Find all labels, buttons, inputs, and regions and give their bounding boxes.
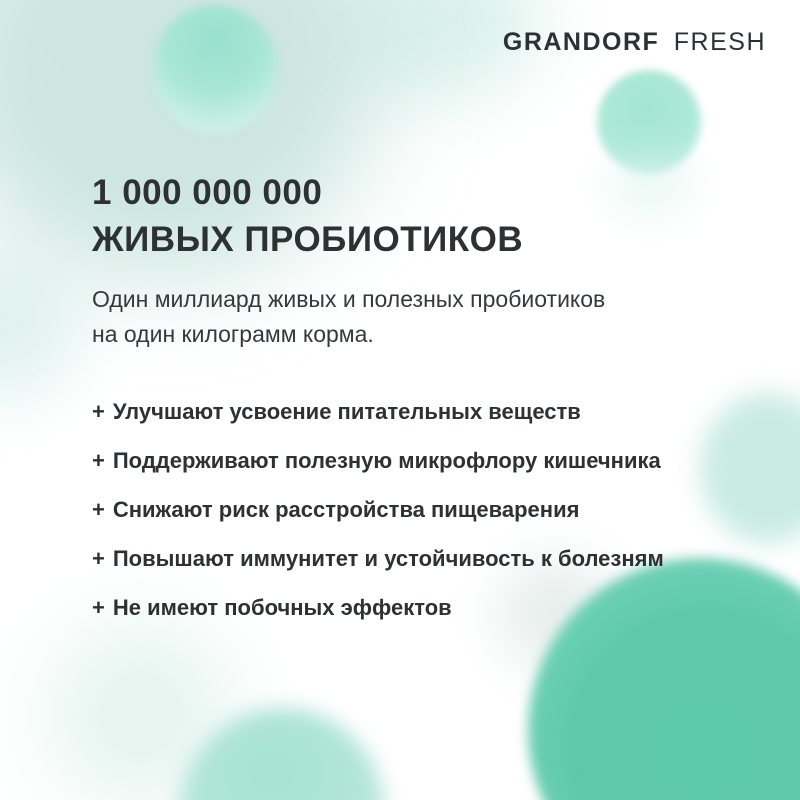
- bg-blob-right-middle: [700, 393, 800, 543]
- headline-line2: ЖИВЫХ ПРОБИОТИКОВ: [92, 220, 524, 259]
- plus-marker-icon: +: [92, 497, 105, 522]
- benefit-item: [92, 449, 664, 472]
- benefit-text: Повышают иммунитет и устойчивость к болезням: [112, 546, 664, 571]
- benefit-text: Снижают риск расстройства пищеварения: [112, 497, 580, 522]
- benefits-list: [92, 400, 664, 645]
- benefit-text: Улучшают усвоение питательных веществ: [112, 399, 581, 424]
- plus-marker-icon: +: [92, 546, 105, 571]
- brand-name-secondary: FRESH: [673, 28, 766, 56]
- bg-haze-under-top-right: [608, 152, 692, 214]
- benefit-item: [92, 498, 664, 521]
- brand-name-primary: GRANDORF: [502, 28, 660, 56]
- brand-logo: [503, 28, 766, 57]
- description-line1: Один миллиард живых и полезных пробиотиков: [92, 286, 606, 312]
- benefit-item: [92, 400, 664, 423]
- headline-line1: 1 000 000 000: [92, 173, 323, 212]
- plus-marker-icon: +: [92, 595, 105, 620]
- benefit-text: Не имеют побочных эффектов: [112, 595, 452, 620]
- description-line2: на один килограмм корма.: [92, 321, 374, 347]
- benefit-text: Поддерживают полезную микрофлору кишечника: [112, 448, 661, 473]
- headline: [92, 169, 523, 263]
- plus-marker-icon: +: [92, 448, 105, 473]
- description: [92, 282, 605, 352]
- bg-blob-left-edge: [0, 245, 80, 400]
- benefit-item: [92, 547, 664, 570]
- plus-marker-icon: +: [92, 399, 105, 424]
- bg-circle-top-left: [152, 5, 278, 133]
- benefit-item: [92, 596, 664, 619]
